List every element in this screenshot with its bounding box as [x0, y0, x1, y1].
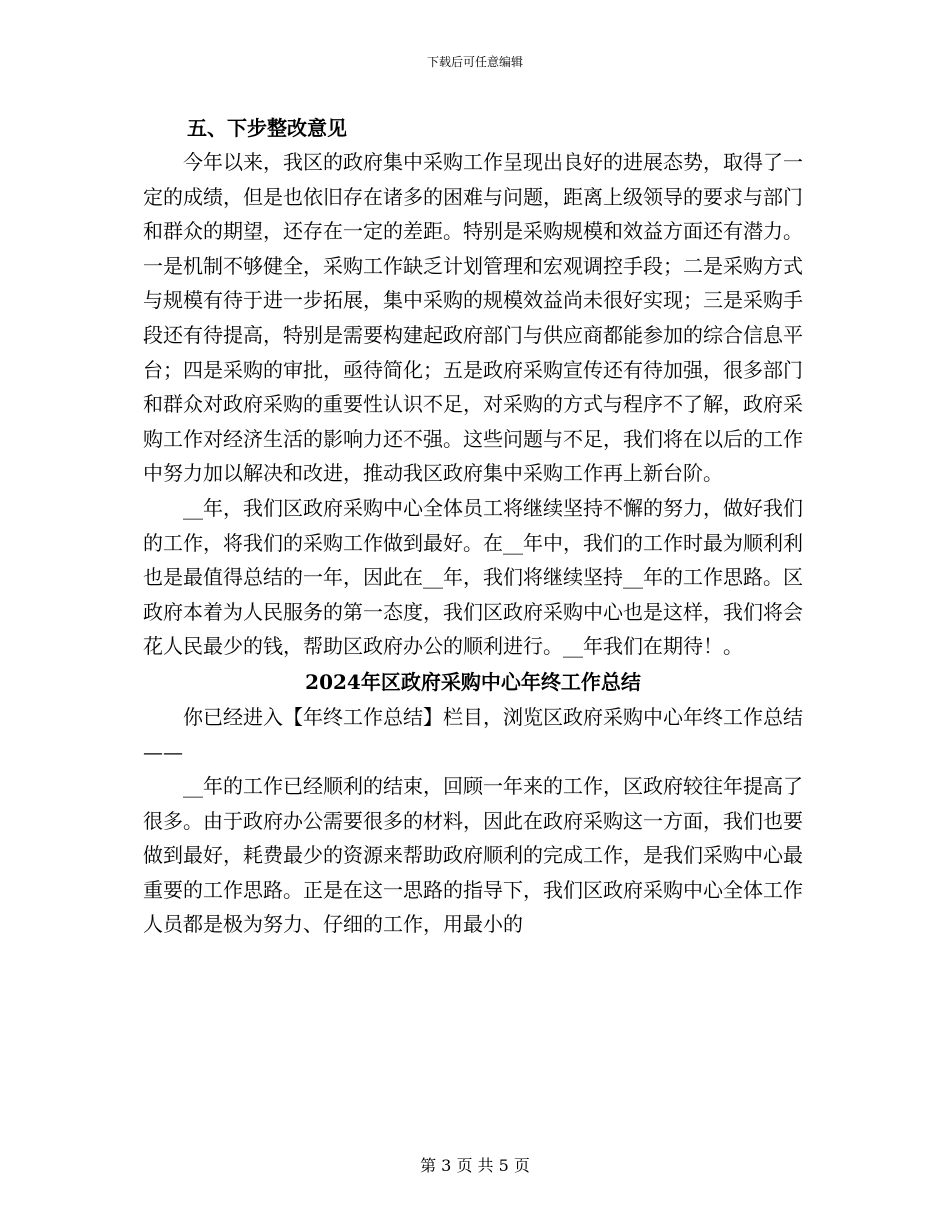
section-paragraph-1: 今年以来，我区的政府集中采购工作呈现出良好的进展态势，取得了一定的成绩，但是也依旧存在诸多的困难与问题，距离上级领导的要求与部门和群众的期望，还存在一定的差距。特别是采购规模和效益方面还有潜力。一是机制不够健全，采购工作缺乏计划管理和宏观调控手段；二是采购方式与规模有待于进一步拓展，集中采购的规模效益尚未很好实现；三是采购手段还有待提高，特别是需要构建起政府部门与供应商都能参加的综合信息平台；四是采购的审批，亟待简化；五是政府采购宣传还有待加强，很多部门和群众对政府采购的重要性认识不足，对采购的方式与程序不了解，政府采购工作对经济生活的影响力还不强。这些问题与不足，我们将在以后的工作中努力加以解决和改进，推动我区政府集中采购工作再上新台阶。 — [143, 150, 803, 486]
section-paragraph-2: __年，我们区政府采购中心全体员工将继续坚持不懈的努力，做好我们的工作，将我们的采购工作做到最好。在__年中，我们的工作时最为顺利利也是最值得总结的一年，因此在__年，我们将继续坚持__年的工作思路。区政府本着为人民服务的第一态度，我们区政府采购中心也是这样，我们将会花人民最少的钱，帮助区政府办公的顺利进行。__年我们在期待！。 — [143, 495, 803, 659]
article-title: 2024年区政府采购中心年终工作总结 — [305, 669, 641, 694]
section-heading: 五、下步整改意见 — [187, 116, 347, 140]
article-paragraph-2: __年的工作已经顺利的结束，回顾一年来的工作，区政府较往年提高了很多。由于政府办公需要很多的材料，因此在政府采购这一方面，我们也要做到最好，耗费最少的资源来帮助政府顺利的完成工作，是我们采购中心最重要的工作思路。正是在这一思路的指导下，我们区政府采购中心全体工作人员都是极为努力、仔细的工作，用最小的 — [143, 774, 803, 937]
document-body — [143, 111, 803, 942]
page-number: 第 3 页 共 5 页 — [420, 1156, 530, 1175]
page-header: 下载后可任意编辑 — [426, 55, 523, 69]
article-paragraph-1: 你已经进入【年终工作总结】栏目，浏览区政府采购中心年终工作总结—— — [143, 704, 803, 764]
